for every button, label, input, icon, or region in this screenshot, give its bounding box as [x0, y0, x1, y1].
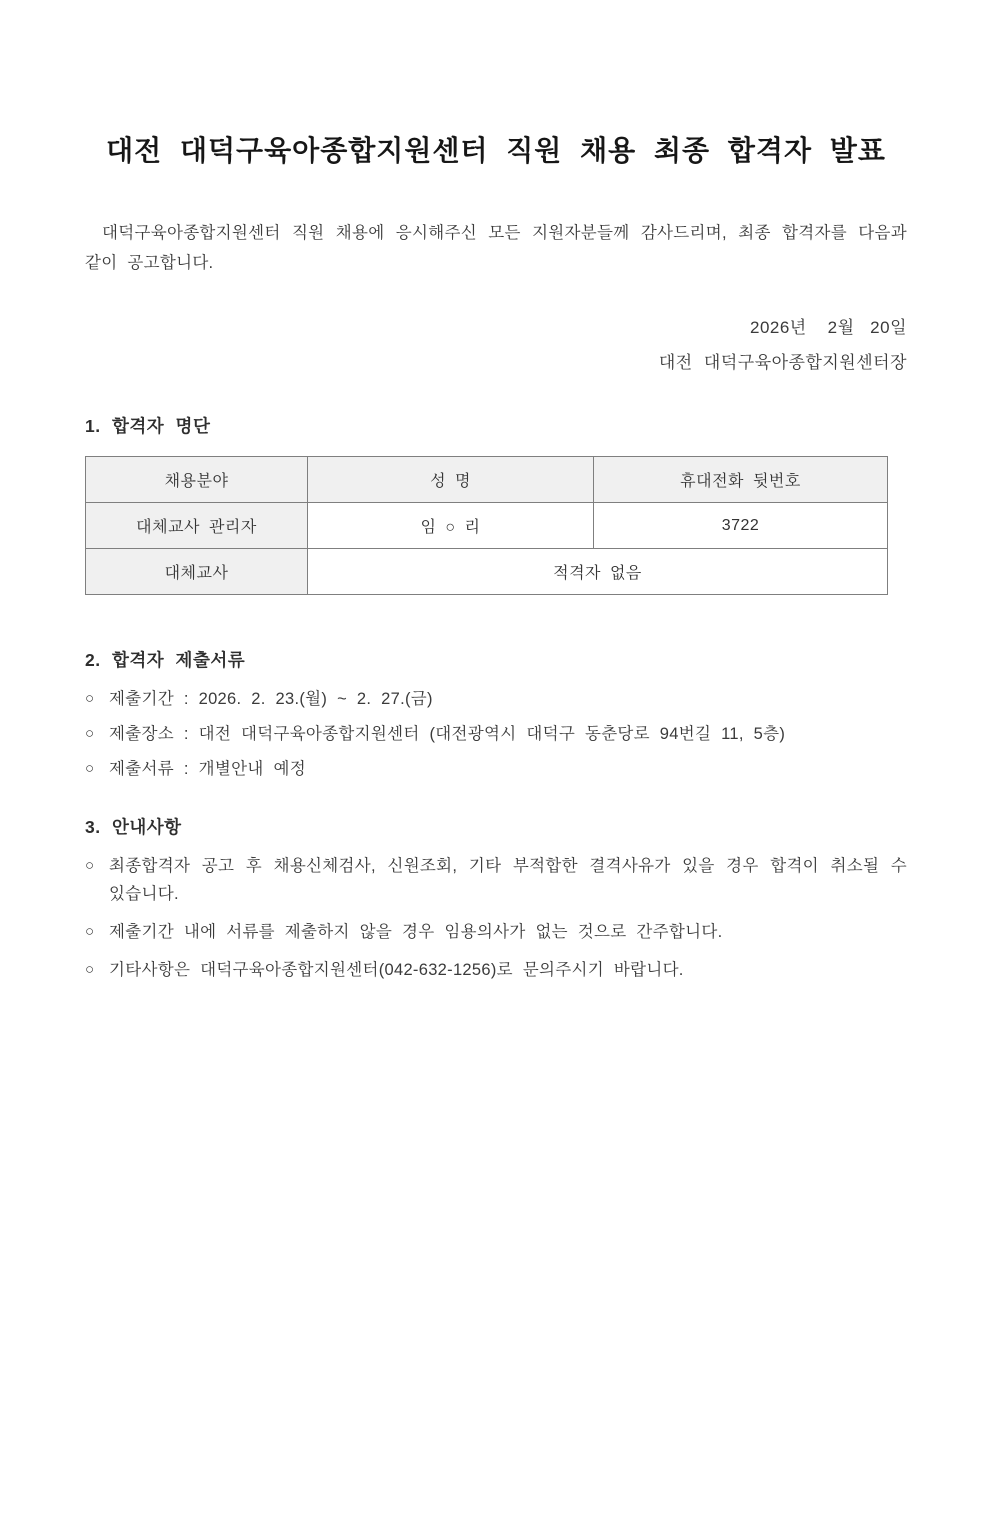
list-item-text: 제출서류 : 개별안내 예정: [109, 760, 306, 778]
list-item: [85, 755, 907, 783]
cell-name: 임 ○ 리: [308, 503, 594, 549]
list-item-text: 제출기간 내에 서류를 제출하지 않을 경우 임용의사가 없는 것으로 간주합니다.: [109, 923, 723, 941]
table-header-row: [86, 457, 888, 503]
document-page: [0, 131, 992, 1534]
page-title: 대전 대덕구육아종합지원센터 직원 채용 최종 합격자 발표: [106, 135, 886, 166]
list-item-text: 기타사항은 대덕구육아종합지원센터(042-632-1256)로 문의주시기 바랍니다.: [109, 961, 684, 979]
header-name: 성 명: [308, 457, 594, 503]
circle-bullet-icon: ○: [85, 725, 95, 742]
section3-items: [85, 852, 907, 984]
cell-phone: 3722: [594, 503, 888, 549]
date-signature-block: [85, 315, 907, 376]
list-item: [85, 685, 907, 713]
cell-category: 대체교사 관리자: [86, 503, 308, 549]
list-item: [85, 918, 907, 946]
announcement-date: 2026년 2월 20일: [749, 318, 907, 337]
cell-category: 대체교사: [86, 549, 308, 595]
list-item: [85, 720, 907, 748]
section1-heading: 1. 합격자 명단: [85, 416, 211, 436]
section2-heading: 2. 합격자 제출서류: [85, 650, 246, 670]
section2-items: [85, 685, 907, 783]
circle-bullet-icon: ○: [85, 923, 95, 940]
circle-bullet-icon: ○: [85, 690, 95, 707]
issuer-signature: 대전 대덕구육아종합지원센터장: [658, 353, 907, 372]
list-item-text: 제출장소 : 대전 대덕구육아종합지원센터 (대전광역시 대덕구 동춘당로 94번길 11, 5층): [109, 725, 786, 743]
header-phone: 휴대전화 뒷번호: [594, 457, 888, 503]
circle-bullet-icon: ○: [85, 857, 95, 874]
table-row: [86, 549, 888, 595]
circle-bullet-icon: ○: [85, 961, 95, 978]
header-category: 채용분야: [86, 457, 308, 503]
list-item: [85, 956, 907, 984]
list-item: [85, 852, 907, 908]
table-row: [86, 503, 888, 549]
list-item-text: 제출기간 : 2026. 2. 23.(월) ~ 2. 27.(금): [109, 690, 433, 708]
list-item-text: 최종합격자 공고 후 채용신체검사, 신원조회, 기타 부적합한 결격사유가 있을 경우 합격이 취소될 수 있습니다.: [109, 857, 907, 903]
pass-list-table: [85, 456, 888, 595]
intro-paragraph: 대덕구육아종합지원센터 직원 채용에 응시해주신 모든 지원자분들께 감사드리며, 최종 합격자를 다음과 같이 공고합니다.: [85, 224, 907, 272]
section3-heading: 3. 안내사항: [85, 817, 182, 837]
cell-result: 적격자 없음: [308, 549, 888, 595]
circle-bullet-icon: ○: [85, 760, 95, 777]
